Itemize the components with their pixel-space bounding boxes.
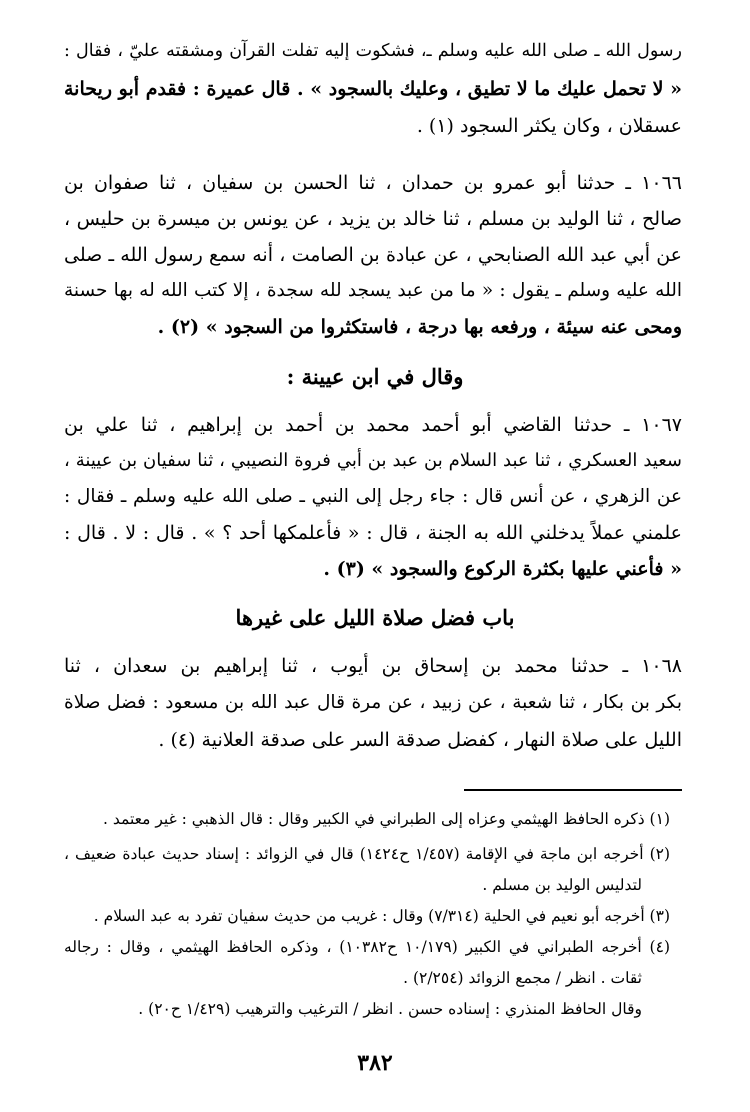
text-line: عن أبي عبد الله الصنابحي ، عن عبادة بن الصامت ، أنه سمع رسول الله ـ صلى <box>64 244 682 266</box>
text-line: ١٠٦٦ ـ حدثنا أبو عمرو بن حمدان ، ثنا الحسن بن سفيان ، ثنا صفوان بن <box>64 172 682 194</box>
text-line: الله عليه وسلم ـ يقول : « ما من عبد يسجد لله سجدة ، إلا كتب الله له بها حسنة <box>64 280 682 301</box>
footnote-line: (٢) أخرجه ابن ماجة في الإقامة (١/٤٥٧ ح١٤٢٤) قال في الزوائد : إسناد حديث عبادة ضعيف ، <box>64 845 671 863</box>
text-line: علمني عملاً يدخلني الله به الجنة ، قال : « فأعلمكها أحد ؟ » . قال : لا . قال : <box>64 522 682 544</box>
text-line: ١٠٦٧ ـ حدثنا القاضي أبو أحمد محمد بن أحمد بن إبراهيم ، ثنا علي بن <box>64 414 682 436</box>
footnote-line: لتدليس الوليد بن مسلم . <box>482 876 642 894</box>
footnote-line: وقال الحافظ المنذري : إسناده حسن . انظر / الترغيب والترهيب (١/٤٢٩ ح٢٠) . <box>138 1000 642 1018</box>
chapter-heading: باب فضل صلاة الليل على غيرها <box>235 605 515 630</box>
text-line: صالح ، ثنا الوليد بن مسلم ، ثنا خالد بن يزيد ، عن يونس بن ميسرة بن حليس ، <box>64 208 682 230</box>
text-line: بكر بن بكار ، ثنا شعبة ، عن زبيد ، عن مرة قال عبد الله بن مسعود : فضل صلاة <box>64 692 682 713</box>
footnote-divider <box>464 789 682 791</box>
section-heading: وقال في ابن عيينة : <box>286 364 464 389</box>
footnote-line: (٤) أخرجه الطبراني في الكبير (١٠/١٧٩ ح١٠٣٨٢) ، وذكره الحافظ الهيثمي ، وقال : رجاله <box>64 938 670 956</box>
footnote-line: ثقات . انظر / مجمع الزوائد (٢/٢٥٤) . <box>403 969 642 987</box>
page-number: ٣٨٢ <box>357 1050 393 1076</box>
text-line: سعيد العسكري ، ثنا عبد السلام بن عبد بن أبي فروة النصيبي ، ثنا سفيان بن عيينة ، <box>64 450 682 471</box>
text-line: « فأعني عليها بكثرة الركوع والسجود » (٣) . <box>323 558 682 580</box>
text-line: « لا تحمل عليك ما لا تطيق ، وعليك بالسجود » . قال عميرة : فقدم أبو ريحانة <box>64 78 682 100</box>
footnote-line: (٣) أخرجه أبو نعيم في الحلية (٧/٣١٤) وقال : غريب من حديث سفيان تفرد به عبد السلام . <box>93 907 670 925</box>
text-line: ومحى عنه سيئة ، ورفعه بها درجة ، فاستكثروا من السجود » (٢) . <box>157 316 682 338</box>
footnote-line: (١) ذكره الحافظ الهيثمي وعزاه إلى الطبراني في الكبير وقال : قال الذهبي : غير معتمد . <box>103 810 670 828</box>
text-line: عن الزهري ، عن أنس قال : جاء رجل إلى النبي ـ صلى الله عليه وسلم ـ فقال : <box>64 486 682 507</box>
text-line: عسقلان ، وكان يكثر السجود (١) . <box>416 115 682 137</box>
text-line: الليل على صلاة النهار ، كفضل صدقة السر على صدقة العلانية (٤) . <box>158 729 682 751</box>
text-line: رسول الله ـ صلى الله عليه وسلم ـ، فشكوت إليه تفلت القرآن ومشقته عليّ ، فقال : <box>64 41 682 61</box>
text-line: ١٠٦٨ ـ حدثنا محمد بن إسحاق بن أيوب ، ثنا إبراهيم بن سعدان ، ثنا <box>64 655 682 677</box>
